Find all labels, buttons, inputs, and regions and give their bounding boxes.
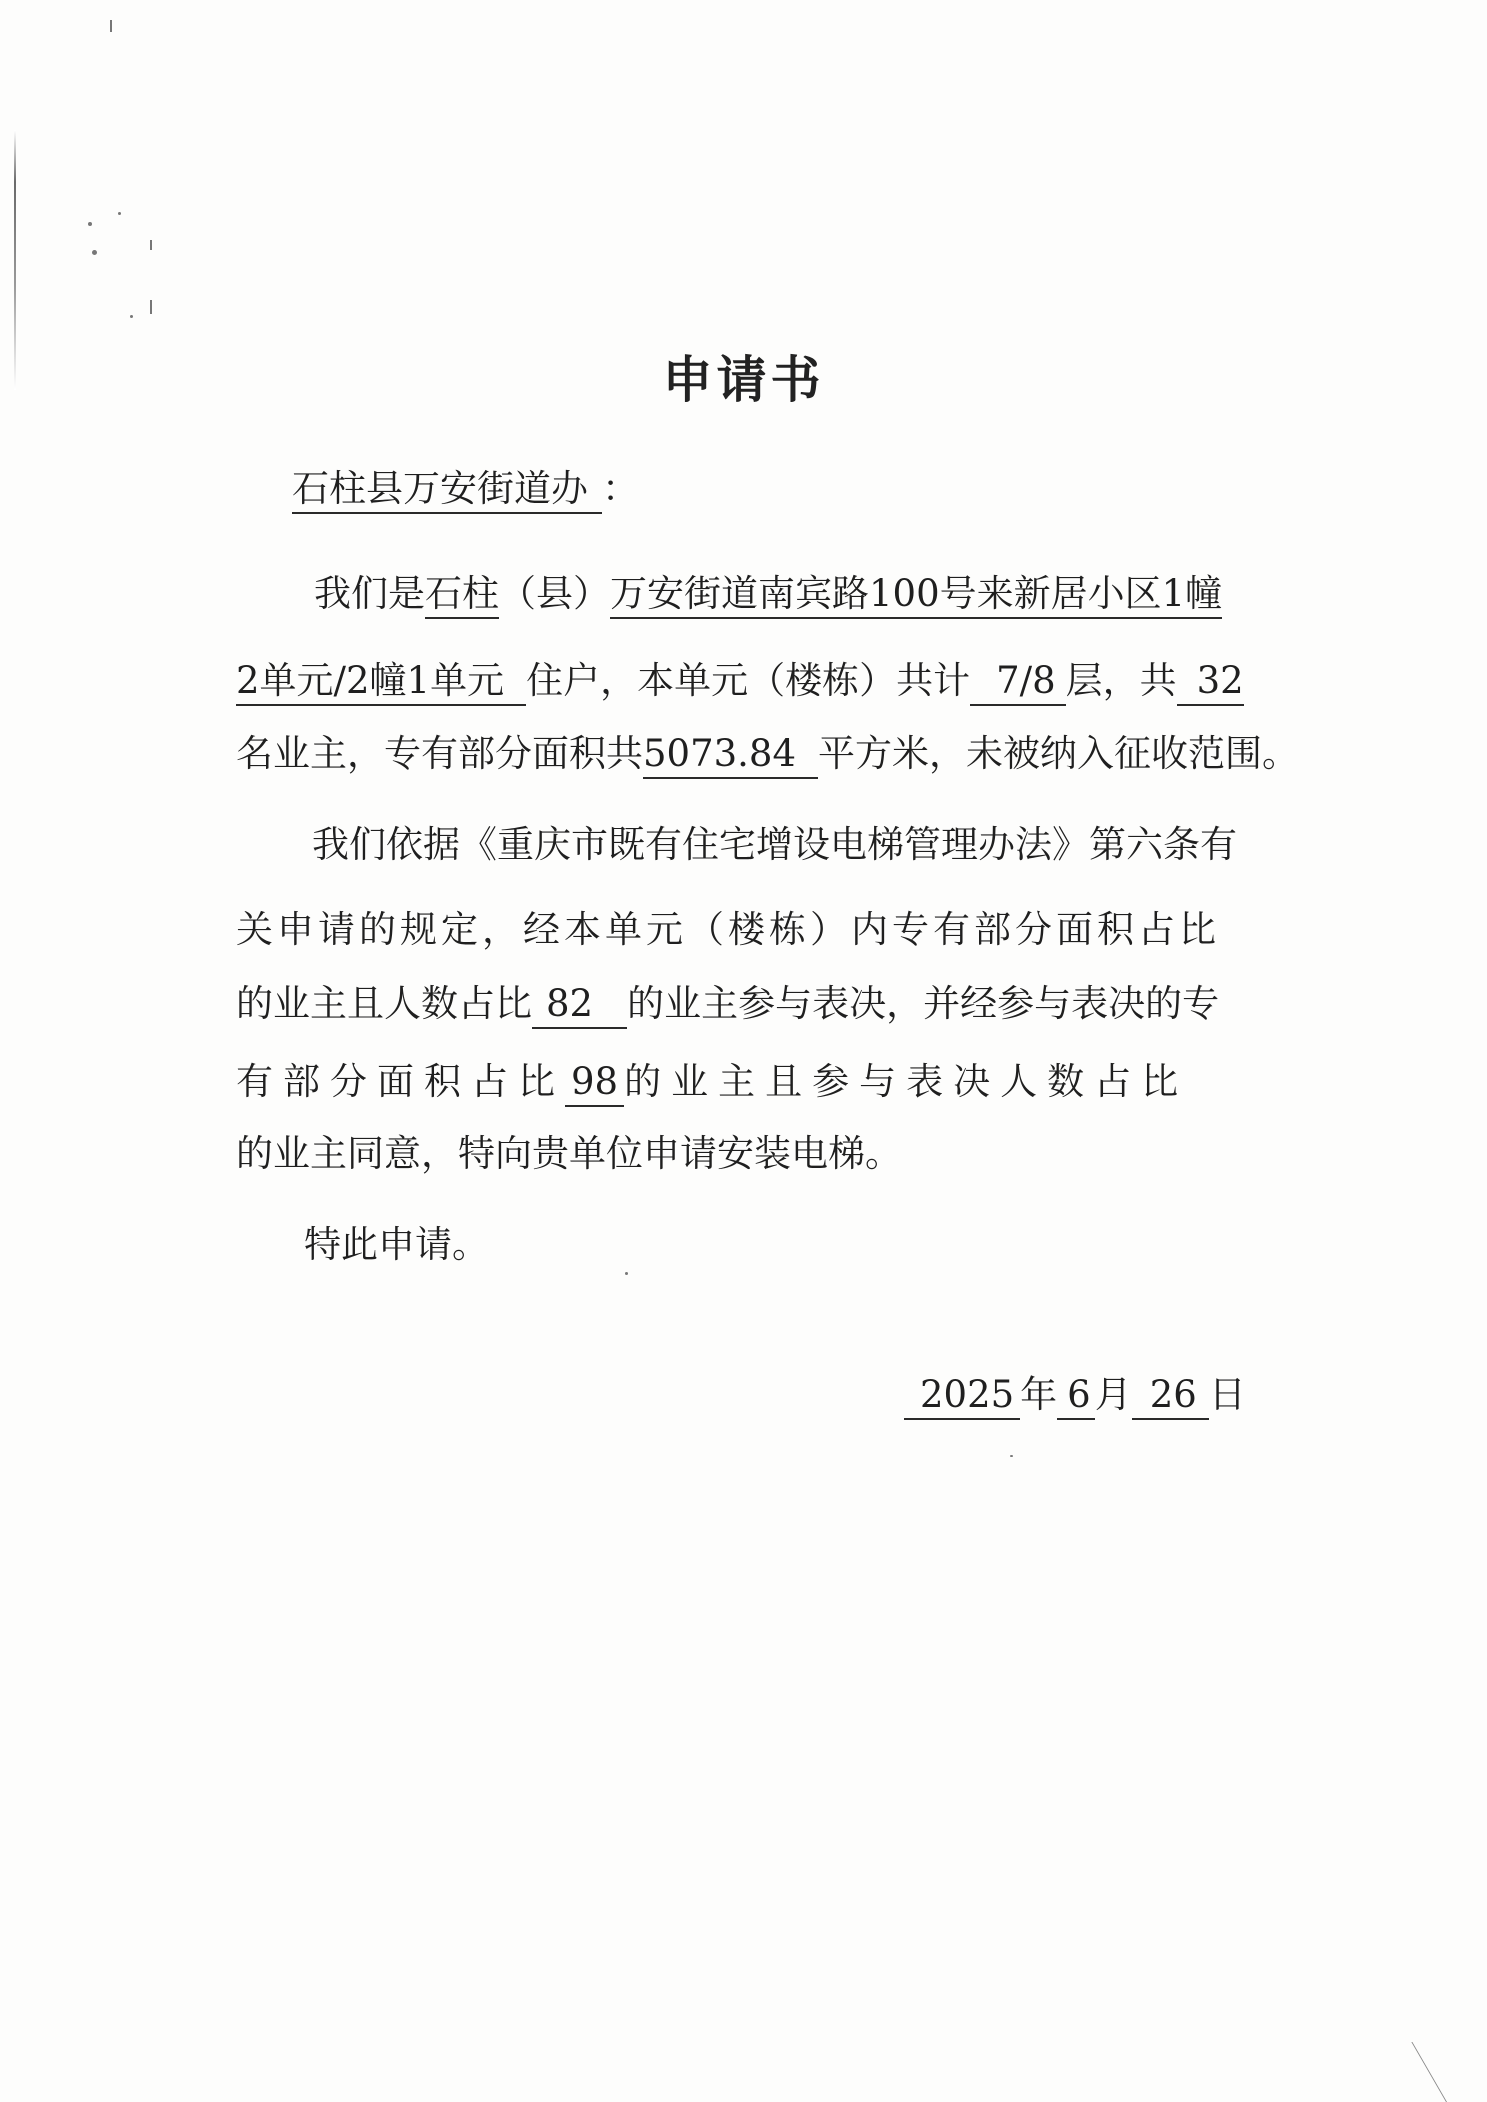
owners-text: 名业主，专有部分面积共: [236, 732, 643, 775]
closing-line: 特此申请。: [304, 1223, 489, 1266]
floors-text: 层，共: [1065, 659, 1177, 702]
date-month: 6: [1057, 1373, 1095, 1420]
date-day-label: 日: [1208, 1373, 1246, 1416]
county-value: 石柱: [425, 572, 499, 619]
addressee-colon: ：: [602, 467, 639, 510]
floors-value: 7/8: [970, 659, 1066, 706]
scan-speck: [92, 250, 97, 255]
address-value: 万安街道南宾路100号来新居小区1幢: [610, 572, 1222, 619]
scan-speck: [118, 212, 121, 215]
paragraph-2-line-4: [236, 1060, 1189, 1103]
addressee-line: [292, 467, 639, 510]
paragraph-2-line-5: 的业主同意，特向贵单位申请安装电梯。: [236, 1132, 902, 1175]
residents-text: 住户，本单元（楼栋）共计: [526, 659, 971, 702]
date-day: 26: [1132, 1373, 1209, 1420]
scan-speck: [150, 300, 152, 314]
owners-value: 32: [1177, 659, 1244, 706]
paragraph-1-line-3: [236, 732, 1300, 775]
paragraph-1-line-2: [236, 659, 1244, 702]
scan-speck: [130, 315, 133, 318]
addressee: 石柱县万安街道办: [292, 467, 602, 514]
scan-speck: [110, 20, 112, 32]
date-line: [904, 1373, 1246, 1416]
document-title: 申请书: [662, 351, 825, 409]
county-label: （县）: [499, 572, 610, 615]
area-text: 平方米，未被纳入征收范围。: [818, 732, 1300, 775]
area-ratio-text-2: 的业主且参与表决人数占比: [624, 1060, 1189, 1103]
scan-speck: [625, 1272, 628, 1275]
scan-speck: [88, 222, 92, 226]
paragraph-1-line-1: [314, 572, 1223, 615]
participation-text: 的业主且人数占比: [236, 982, 532, 1025]
date-year-label: 年: [1020, 1373, 1058, 1416]
text-we-are: 我们是: [314, 572, 425, 615]
paragraph-2-line-2: 关申请的规定，经本单元（楼栋）内专有部分面积占比: [236, 908, 1220, 951]
area-value: 5073.84: [643, 732, 818, 779]
units-value: 2单元/2幢1单元: [236, 659, 526, 706]
scan-corner-artifact: [1411, 2042, 1487, 2102]
scan-speck: [1010, 1455, 1013, 1457]
area-ratio-text: 有部分面积占比: [236, 1060, 565, 1103]
date-month-label: 月: [1094, 1373, 1132, 1416]
participation-ratio-value: 82: [532, 982, 627, 1029]
scan-speck: [150, 240, 152, 250]
paragraph-2-line-3: [236, 982, 1220, 1025]
participation-text-2: 的业主参与表决，并经参与表决的专: [627, 982, 1220, 1025]
paragraph-2-line-1: 我们依据《重庆市既有住宅增设电梯管理办法》第六条有: [312, 823, 1237, 866]
area-ratio-value: 98: [565, 1060, 624, 1107]
date-year: 2025: [904, 1373, 1020, 1420]
